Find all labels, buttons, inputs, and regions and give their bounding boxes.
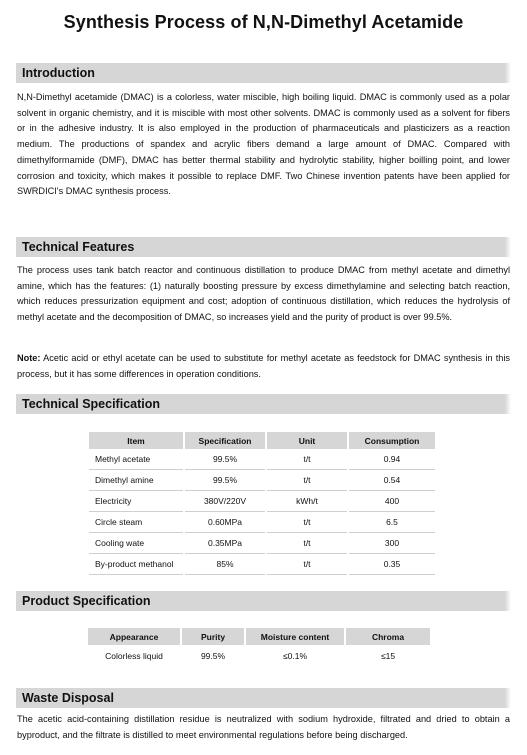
column-header: Consumption	[349, 432, 435, 449]
column-header: Specification	[185, 432, 265, 449]
technical-specification-table	[87, 432, 437, 575]
column-header: Purity	[182, 628, 244, 645]
table-cell: 6.5	[349, 512, 435, 533]
table-row	[89, 533, 435, 554]
table-cell: 0.54	[349, 470, 435, 491]
table-row	[89, 449, 435, 470]
table-cell: t/t	[267, 512, 347, 533]
table-cell: Colorless liquid	[105, 650, 163, 661]
note-text: Acetic acid or ethyl acetate can be used to substitute for methyl acetate as feedstock for DMAC synthesis in this process, but it has some differences in operation conditions.	[17, 353, 510, 379]
table-cell: 0.35MPa	[185, 533, 265, 554]
table-row	[89, 491, 435, 512]
table-cell: 380V/220V	[185, 491, 265, 512]
technical-features-note	[17, 351, 510, 382]
table-cell: Methyl acetate	[89, 449, 183, 470]
table-cell: Circle steam	[89, 512, 183, 533]
column-header: Unit	[267, 432, 347, 449]
product-specification-heading: Product Specification	[16, 591, 511, 611]
table-row	[89, 554, 435, 575]
table-cell: 99.5%	[185, 449, 265, 470]
introduction-heading: Introduction	[16, 63, 511, 83]
technical-features-heading: Technical Features	[16, 237, 511, 257]
table-cell: Electricity	[89, 491, 183, 512]
table-row	[88, 645, 430, 666]
table-row	[89, 512, 435, 533]
product-specification-table	[86, 628, 432, 666]
table-cell: t/t	[267, 554, 347, 575]
table-cell: t/t	[267, 533, 347, 554]
table-cell: 400	[349, 491, 435, 512]
table-row	[89, 470, 435, 491]
table-cell: 99.5%	[200, 650, 226, 661]
introduction-text: N,N-Dimethyl acetamide (DMAC) is a colorless, water miscible, high boiling liquid. DMAC is commonly used as a polar solvent in organic chemistry, and it is miscible with most other solvents. DMAC is commonly used as a solvent for fibers or in the adhesive industry. It is also employed in the production of pharmaceuticals and plasticizers as a reaction medium. The productions of spandex and acrylic fibers demand a large amount of DMAC. Compared with dimethylformamide (DMF), DMAC has better thermal stability and hydrolytic stability, higher boilling point, and lower corrosion and toxicity, which makes it possible to replace DMF. Two Chinese invention patents have been applied for SWRDICI's DMAC synthesis process.	[17, 92, 510, 197]
waste-disposal-heading: Waste Disposal	[16, 688, 511, 708]
table-cell: 85%	[185, 554, 265, 575]
note-label: Note:	[17, 353, 41, 363]
table-cell: Dimethyl amine	[89, 470, 183, 491]
table-cell: By-product methanol	[89, 554, 183, 575]
table-cell: ≤15	[380, 650, 396, 661]
table-cell: 0.94	[349, 449, 435, 470]
table-cell: t/t	[267, 470, 347, 491]
table-cell: t/t	[267, 449, 347, 470]
column-header: Item	[89, 432, 183, 449]
page-title: Synthesis Process of N,N-Dimethyl Acetamide	[63, 12, 464, 32]
column-header: Appearance	[88, 628, 180, 645]
table-cell: ≤0.1%	[282, 650, 308, 661]
table-cell: 300	[349, 533, 435, 554]
table-cell: 99.5%	[185, 470, 265, 491]
table-cell: 0.60MPa	[185, 512, 265, 533]
table-cell: Cooling wate	[89, 533, 183, 554]
technical-specification-heading: Technical Specification	[16, 394, 511, 414]
column-header: Moisture content	[246, 628, 344, 645]
waste-disposal-text: The acetic acid-containing distillation residue is neutralized with sodium hydroxide, filtrated and dried to obtain a byproduct, and the filtrate is distilled to meet environmental regulations before being discharged.	[17, 714, 510, 740]
table-header-row	[89, 432, 435, 449]
technical-features-text: The process uses tank batch reactor and continuous distillation to produce DMAC from methyl acetate and dimethyl amine, which has the features: (1) naturally boosting pressure by excess dimethylamine and selecting batch reaction, which reduces pressurization equipment and cost; adoption of continuous distillation, which reduces the hydrolysis of methyl acetate and the decomposition of DMAC, so increases yield and the purity of product is over 99.5%.	[17, 265, 510, 323]
table-header-row	[88, 628, 430, 645]
table-cell: 0.35	[349, 554, 435, 575]
column-header: Chroma	[346, 628, 430, 645]
table-cell: kWh/t	[267, 491, 347, 512]
